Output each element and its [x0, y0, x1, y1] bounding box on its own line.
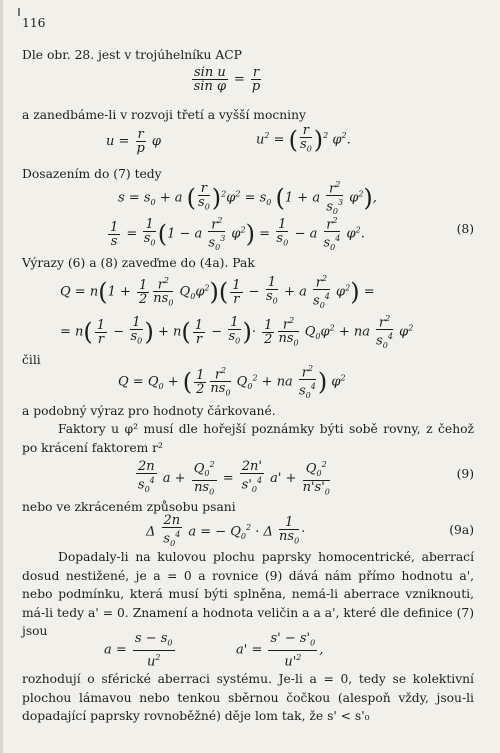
equation-q-result: $Q = Q_0$ + ( $\frac{1}{2}$ $\frac{r^2}{ns_0}$ $Q_0^2$ + na $\frac{r^2}{s_0^4}$ ) $\varphi^2$ [118, 364, 346, 401]
equation-q-expanded: Q = n(1 + $\frac{1}{2}$ $\frac{r^2}{ns_0}$ $Q_0\varphi^2$)( $\frac{1}{r}$ − $\frac{1}{s_0}$ + a $\frac{r^2}{s_0^4}$ $\varphi^2$) = [60, 274, 375, 311]
equation-reciprocal-s: $\frac{1}{s}$ = $\frac{1}{s_0}$ (1 − a $\frac{r^2}{s_0^3}$ $\varphi^2$) = $\frac{1}{s_0}$ − a $\frac{r^2}{s_0^4}$ $\varphi^2$. [110, 216, 365, 253]
equation-s: $s = s_0 + a$ ( $\frac{r}{s_0}$ )$^2\varphi^2 = s_0$ (1 + a $\frac{r^2}{s_0^3}$ $\varphi^2$), [118, 180, 377, 217]
equation-number-9a: (9a) [449, 523, 474, 537]
text-line-3: Dosazením do (7) tedy [22, 167, 162, 181]
page-gutter-shadow [0, 0, 3, 753]
paragraph-spherical-aberration: rozhodují o sférické aberraci systému. Je-li a = 0, tedy se kolektivní plochou lámavou nebo tenkou sběrnou čočkou (alespoň vždy, jsou-li dopadající paprsky rovnoběžné) děje lom tak, že s' < s'₀ [22, 672, 474, 723]
equation-u-squared: $u^2$ = ( $\frac{r}{s_0}$ )$^2$ $\varphi^2$. [256, 123, 351, 154]
paragraph-factors: Faktory u φ² musí dle hořejší poznámky býti sobě rovny, z čehož po krácení faktorem r² [22, 422, 474, 455]
equation-u: u = $\frac{r}{p}$ φ [106, 127, 161, 156]
text-line-5: čili [22, 353, 41, 367]
equation-q-terms: = n( $\frac{1}{r}$ − $\frac{1}{s_0}$ ) + n( $\frac{1}{r}$ − $\frac{1}{s_0}$ )· $\frac{1}{2}$ $\frac{r^2}{ns_0}$ $Q_0\varphi^2$ + na $\frac{r^2}{s_0^4}$ $\varphi^2$ [60, 314, 414, 351]
text-line-6: a podobný výraz pro hodnoty čárkované. [22, 404, 276, 418]
equation-number-8: (8) [456, 222, 474, 236]
text-line-8: nebo ve zkráceném způsobu psani [22, 500, 236, 514]
text-line-4: Výrazy (6) a (8) zaveďme do (4a). Pak [22, 256, 255, 270]
equation-a-prime-definition: a' = $\frac{s' - s'_0}{u'^2}$ , [236, 631, 324, 669]
page-mark [18, 8, 20, 16]
text-line-2: a zanedbáme-li v rozvoji třetí a vyšší mocniny [22, 108, 306, 122]
equation-sine-ratio: $\frac{\text{sin u}}{\text{sin φ}}$ = $\frac{r}{p}$ [193, 65, 261, 94]
equation-9: $\frac{2n}{s_0^4}$ a + $\frac{Q_0^2}{ns_0}$ = $\frac{2n'}{s'_0^4}$ a' + $\frac{Q_0^2}{n's'_0}$ [137, 459, 330, 497]
text-line-1: Dle obr. 28. jest v trojúhelníku ACP [22, 48, 242, 62]
equation-a-definition: a = $\frac{s - s_0}{u^2}$ [104, 631, 173, 669]
equation-number-9: (9) [456, 467, 474, 481]
paragraph-homocentric: Dopadaly-li na kulovou plochu paprsky homocentrické, aberrací dosud nestižené, je a = 0 a rovnice (9) dává nám přímo hodnotu a', nebo podmínku, která musí býti splněna, nemá-li aberrace vzniknouti, má-li tedy a' = 0. Znamení a hodnota veličin a a a', které dle definice (7) jsou [22, 550, 474, 638]
page-number: 116 [22, 16, 46, 30]
equation-9a: Δ $\frac{2n}{s_0^4}$ a = − $Q_0^2 \cdot \Delta$ $\frac{1}{ns_0}$ · [146, 513, 306, 548]
